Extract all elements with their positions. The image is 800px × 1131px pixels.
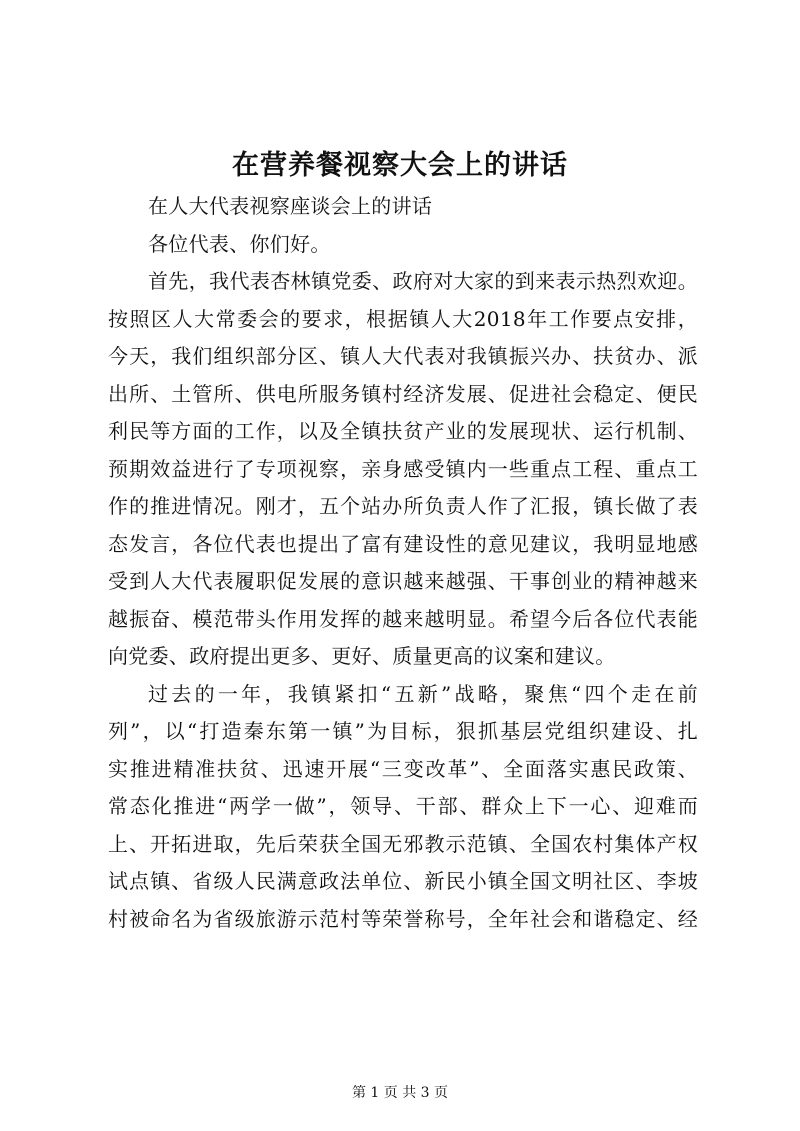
text-line: 村被命名为省级旅游示范村等荣誉称号，全年社会和谐稳定、经 (108, 906, 698, 931)
text-line: 出所、土管所、供电所服务镇村经济发展、促进社会稳定、便民 (108, 381, 698, 406)
text-line: 越振奋、模范带头作用发挥的越来越明显。希望今后各位代表能 (108, 606, 698, 631)
text-line: 预期效益进行了专项视察，亲身感受镇内一些重点工程、重点工 (108, 456, 698, 481)
text-line: 受到人大代表履职促发展的意识越来越强、干事创业的精神越来 (108, 569, 698, 593)
document-title: 在营养餐视察大会上的讲话 (232, 150, 568, 181)
text-line: 在人大代表视察座谈会上的讲话 (148, 194, 433, 218)
text-line: 向党委、政府提出更多、更好、质量更高的议案和建议。 (108, 644, 616, 668)
text-line: 过去的一年，我镇紧扣“五新”战略，聚焦“四个走在前 (148, 681, 698, 706)
text-line: 各位代表、你们好。 (148, 231, 331, 256)
text-line: 利民等方面的工作，以及全镇扶贫产业的发展现状、运行机制、 (108, 419, 698, 443)
text-line: 列”，以“打造秦东第一镇”为目标，狠抓基层党组织建设、扎 (108, 719, 698, 743)
text-line: 常态化推进“两学一做”，领导、干部、群众上下一心、迎难而 (108, 794, 698, 818)
page-footer: 第 1 页 共 3 页 (351, 1085, 449, 1101)
text-line: 首先，我代表杏林镇党委、政府对大家的到来表示热烈欢迎。 (148, 269, 698, 293)
text-line: 上、开拓进取，先后荣获全国无邪教示范镇、全国农村集体产权 (108, 831, 698, 856)
document-body (108, 188, 698, 938)
text-line: 实推进精准扶贫、迅速开展“三变改革”、全面落实惠民政策、 (108, 756, 698, 781)
text-line: 作的推进情况。刚才，五个站办所负责人作了汇报，镇长做了表 (108, 494, 698, 518)
text-line: 按照区人大常委会的要求，根据镇人大2018年工作要点安排， (108, 306, 698, 331)
text-line: 试点镇、省级人民满意政法单位、新民小镇全国文明社区、李坡 (108, 869, 698, 893)
text-line: 今天，我们组织部分区、镇人大代表对我镇振兴办、扶贫办、派 (108, 344, 698, 368)
text-line: 态发言，各位代表也提出了富有建设性的意见建议，我明显地感 (108, 531, 698, 556)
